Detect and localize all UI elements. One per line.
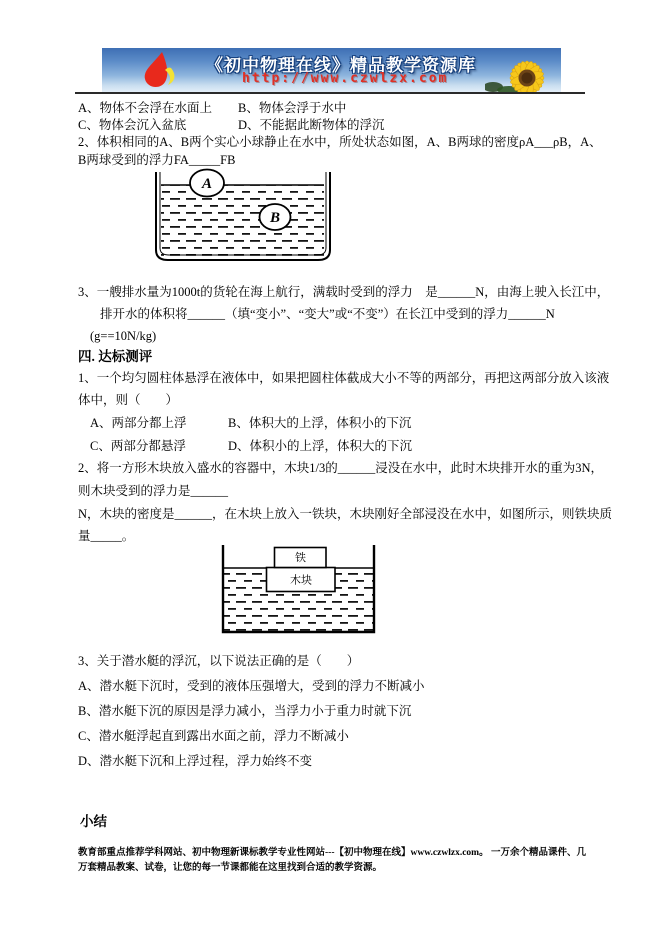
ball-a-label: A [201,176,213,192]
figure-wood-iron [220,543,380,636]
question3-line1: 3、一艘排水量为1000t的货轮在海上航行，满载时受到的浮力 是______N，由海上驶入长江中， [78,285,610,299]
s4-q1-option-row-2 [90,438,412,455]
s4-q3-option-b: B、潜水艇下沉的原因是浮力减小，当浮力小于重力时就下沉 [78,704,412,718]
s4-q1-option-a: A、两部分都上浮 [90,416,187,430]
section4-heading: 四. 达标测评 [78,349,153,364]
s4-q3-stem: 3、关于潜水艇的浮沉，以下说法正确的是（ ） [78,654,360,668]
option-b: B、物体会浮于水中 [238,101,347,115]
question3-line3: (g==10N/kg) [90,329,157,343]
option-a: A、物体不会浮在水面上 [78,101,213,115]
iron-block-label: 铁 [295,552,306,564]
question3-line2: 排开水的体积将______（填“变小”、“变大”或“不变”）在长江中受到的浮力______N [100,307,555,321]
option-d: D、不能据此断物体的浮沉 [238,118,385,132]
s4-q2-line3: N，木块的密度是______，在木块上放入一铁块，木块刚好全部浸没在水中，如图所示，则铁块质 [78,507,613,521]
s4-q1-option-b: B、体积大的上浮，体积小的下沉 [228,416,412,430]
s4-q1-line2: 体中，则（ ） [78,393,179,407]
figure-tank-balls [154,168,332,264]
ball-b-label: B [269,210,281,226]
sunflower-icon [485,54,559,92]
s4-q1-line1: 1、一个均匀圆柱体悬浮在液体中，如果把圆柱体截成大小不等的两部分，再把这两部分放入该液 [78,371,610,385]
s4-q1-option-c: C、两部分都悬浮 [90,439,186,453]
s4-q2-line2: 则木块受到的浮力是______ [78,484,229,498]
summary-heading: 小结 [80,814,107,829]
site-banner [102,48,561,92]
s4-q3-option-a: A、潜水艇下沉时，受到的液体压强增大，受到的浮力不断减小 [78,679,425,693]
s4-q3-option-c: C、潜水艇浮起直到露出水面之前，浮力不断减小 [78,729,349,743]
header-divider [75,92,585,94]
banner-url: http://www.czwlzx.com [242,71,449,86]
footer-text: 教育部重点推荐学科网站、初中物理新课标教学专业性网站---【初中物理在线】www.czwlzx.com。 一万余个精品课件、几万套精品教案、试卷，让您的每一节课都能在这里找到合适的教学资源。 [78,848,586,873]
s4-q3-option-d: D、潜水艇下沉和上浮过程，浮力始终不变 [78,754,313,768]
question2-line2: B两球受到的浮力FA_____FB [78,153,236,167]
s4-q2-line1: 2、将一方形木块放入盛水的容器中，木块1/3的______浸没在水中，此时木块排开水的重为3N， [78,461,604,475]
s4-q1-option-row-1 [90,415,411,432]
option-row-1 [78,100,346,117]
option-row-2 [78,117,385,134]
s4-q1-option-d: D、体积小的上浮，体积大的下沉 [228,439,413,453]
s4-q2-line4: 量_____。 [78,529,135,543]
wood-block-label: 木块 [290,574,312,587]
option-c: C、物体会沉入盆底 [78,118,187,132]
flame-logo-icon [132,49,192,91]
banner-title: 《初中物理在线》精品教学资源库 [206,56,476,75]
question2-line1: 2、体积相同的A、B两个实心小球静止在水中，所处状态如图，A、B两球的密度ρA___ρB，A、 [78,135,602,149]
